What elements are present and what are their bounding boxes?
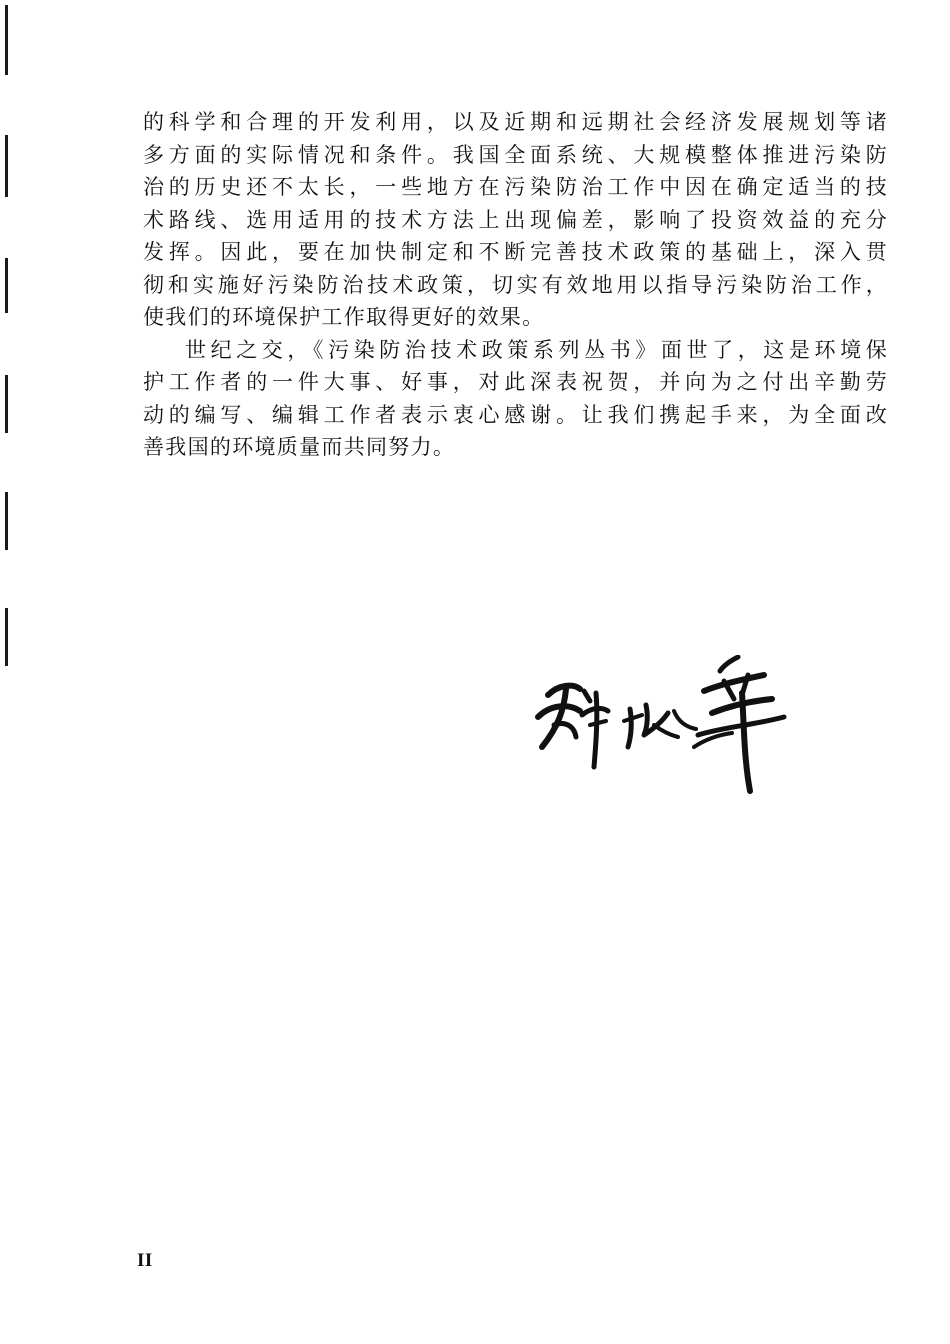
text-line: 动的编写、编辑工作者表示衷心感谢。让我们携起手来，为全面改 — [143, 402, 888, 427]
text-line: 的科学和合理的开发利用，以及近期和远期社会经济发展规划等诸 — [143, 110, 888, 134]
text-line: 多方面的实际情况和条件。我国全面系统、大规模整体推进污染防 — [143, 142, 888, 167]
scan-edge-mark — [5, 5, 8, 75]
scan-edge-mark — [5, 608, 8, 666]
scan-edge-mark — [5, 258, 8, 313]
paragraph-1 — [143, 106, 888, 334]
text-line: 彻和实施好污染防治技术政策，切实有效地用以指导污染防治工作， — [143, 272, 888, 297]
text-line: 世纪之交，《污染防治技术政策系列丛书》面世了，这是环境保 — [185, 337, 888, 362]
text-line: 护工作者的一件大事、好事，对此深表祝贺，并向为之付出辛勤劳 — [143, 370, 888, 394]
text-line: 治的历史还不太长，一些地方在污染防治工作中因在确定适当的技 — [143, 175, 888, 199]
scan-edge-mark — [5, 135, 8, 197]
scan-edge-mark — [5, 492, 8, 550]
text-line: 发挥。因此，要在加快制定和不断完善技术政策的基础上，深入贯 — [143, 240, 888, 264]
text-line: 术路线、选用适用的技术方法上出现偏差，影响了投资效益的充分 — [143, 207, 888, 232]
body-text — [143, 106, 888, 464]
scan-edge-mark — [5, 375, 8, 433]
page-number: II — [137, 1250, 153, 1271]
handwritten-signature — [528, 655, 788, 800]
paragraph-2 — [143, 334, 888, 464]
text-line: 善我国的环境质量而共同努力。 — [143, 435, 456, 459]
text-line: 使我们的环境保护工作取得更好的效果。 — [143, 305, 545, 329]
